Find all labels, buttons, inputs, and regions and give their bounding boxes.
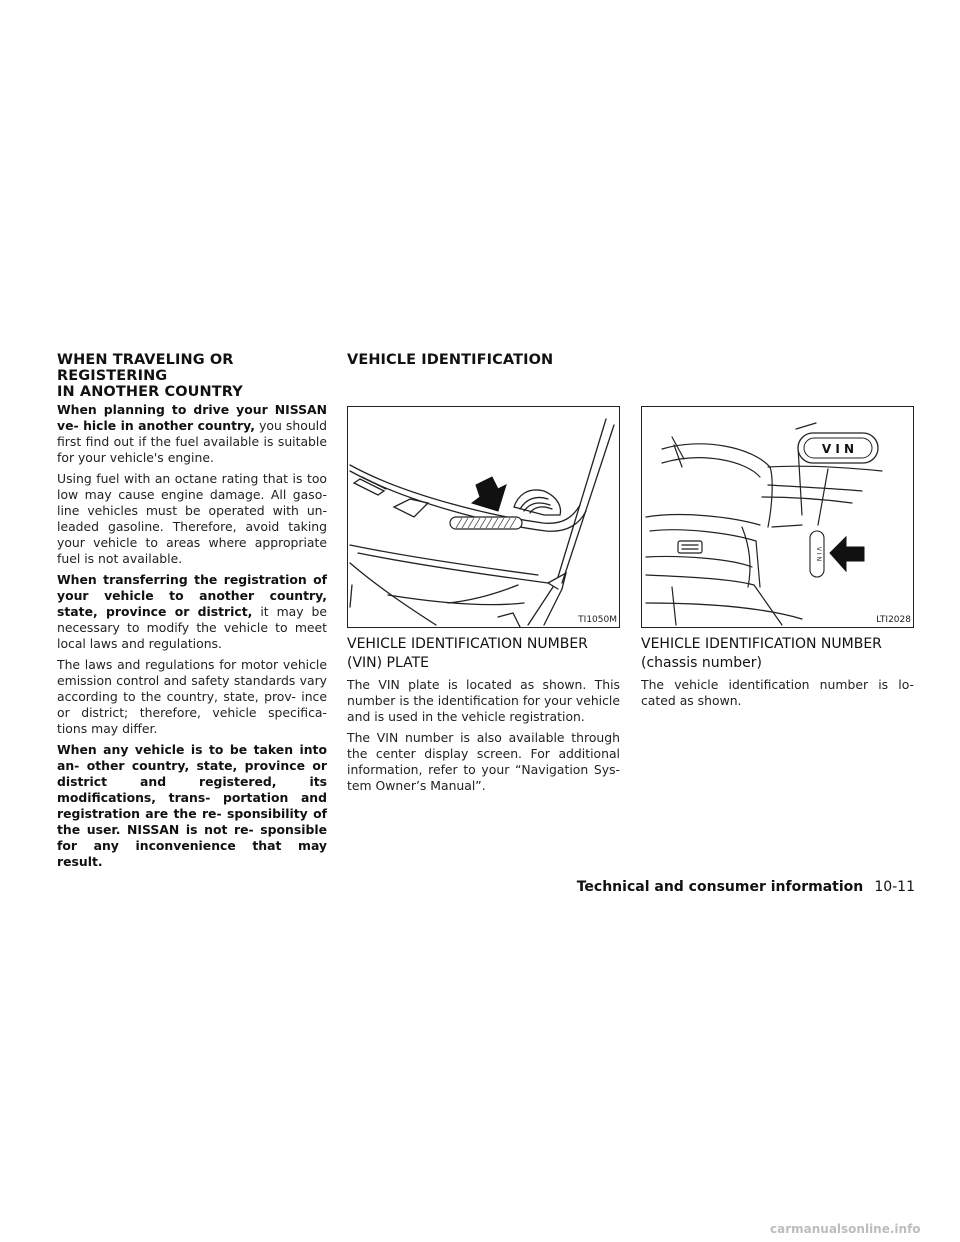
arrow-left-icon [830,537,864,571]
subheading-chassis-line1: VEHICLE IDENTIFICATION NUMBER [641,636,882,652]
paragraph-vin-plate-location: The VIN plate is located as shown. This number is the identification for your vehicle and is used in the vehicle registration. [347,677,620,724]
paragraph-octane: Using fuel with an octane rating that is too low may cause engine damage. All gaso- line vehicles must be operated with un- leaded gasoline. Therefore, avoid taking your vehicle to areas where appropriate fuel is not available. [57,471,327,566]
subheading-vin-plate [347,635,627,673]
subheading-chassis-number [641,635,921,673]
arrow-down-icon [472,477,506,511]
paragraph-chassis-location: The vehicle identification number is lo- cated as shown. [641,677,914,708]
vin-plate-illustration [348,407,620,628]
section-heading-vehicle-identification: VEHICLE IDENTIFICATION [347,352,554,368]
responsibility-bold: When any vehicle is to be taken into an- other country, state, province or district and registered, its modifications, trans- portation and registration are the re- sponsibility of the user. NISSAN is not re- sponsible for any inconvenience that may result. [57,742,327,869]
vin-label-text: V I N [821,442,855,456]
heading-line-1: WHEN TRAVELING OR REGISTERING [57,352,234,384]
chassis-vin-illustration [642,407,914,628]
subheading-vin-plate-line1: VEHICLE IDENTIFICATION NUMBER [347,636,588,652]
paragraph-transferring [57,572,327,652]
transferring-bold: When transferring the registration of your vehicle to another country, state, province or district, [57,572,327,619]
paragraph-responsibility [57,742,327,870]
page-footer [560,876,915,895]
figure-code-lti2028: LTI2028 [876,615,911,625]
figure-chassis-vin [641,406,914,628]
chassis-number-body [641,677,914,714]
vin-plate-body [347,677,620,799]
traveling-body [57,402,327,875]
paragraph-laws: The laws and regulations for motor vehicle emission control and safety standards vary according to the country, state, prov- ince or district; therefore, vehicle specifica- tions may differ. [57,657,327,736]
vin-vertical-text: V I N [815,546,822,562]
heading-line-2: IN ANOTHER COUNTRY [57,384,243,400]
paragraph-planning [57,402,327,466]
planning-bold: When planning to drive your NISSAN ve- hicle in another country, [57,402,327,433]
transferring-rest: it may be necessary to modify the vehicle to meet local laws and regulations. [57,604,327,651]
footer-chapter-title: Technical and consumer information [576,879,864,895]
section-heading-traveling [57,352,337,400]
figure-code-ti1050m: TI1050M [578,615,617,625]
watermark-text: carmanualsonline.info [770,1222,921,1236]
paragraph-vin-display: The VIN number is also available through the center display screen. For additional information, refer to your “Navigation Sys- tem Owner’s Manual”. [347,730,620,793]
figure-vin-plate [347,406,620,628]
subheading-vin-plate-line2: (VIN) PLATE [347,655,430,671]
planning-rest: you should first find out if the fuel available is suitable for your vehicle's engine. [57,418,327,465]
footer-page-number: 10-11 [874,879,915,895]
subheading-chassis-line2: (chassis number) [641,655,762,671]
